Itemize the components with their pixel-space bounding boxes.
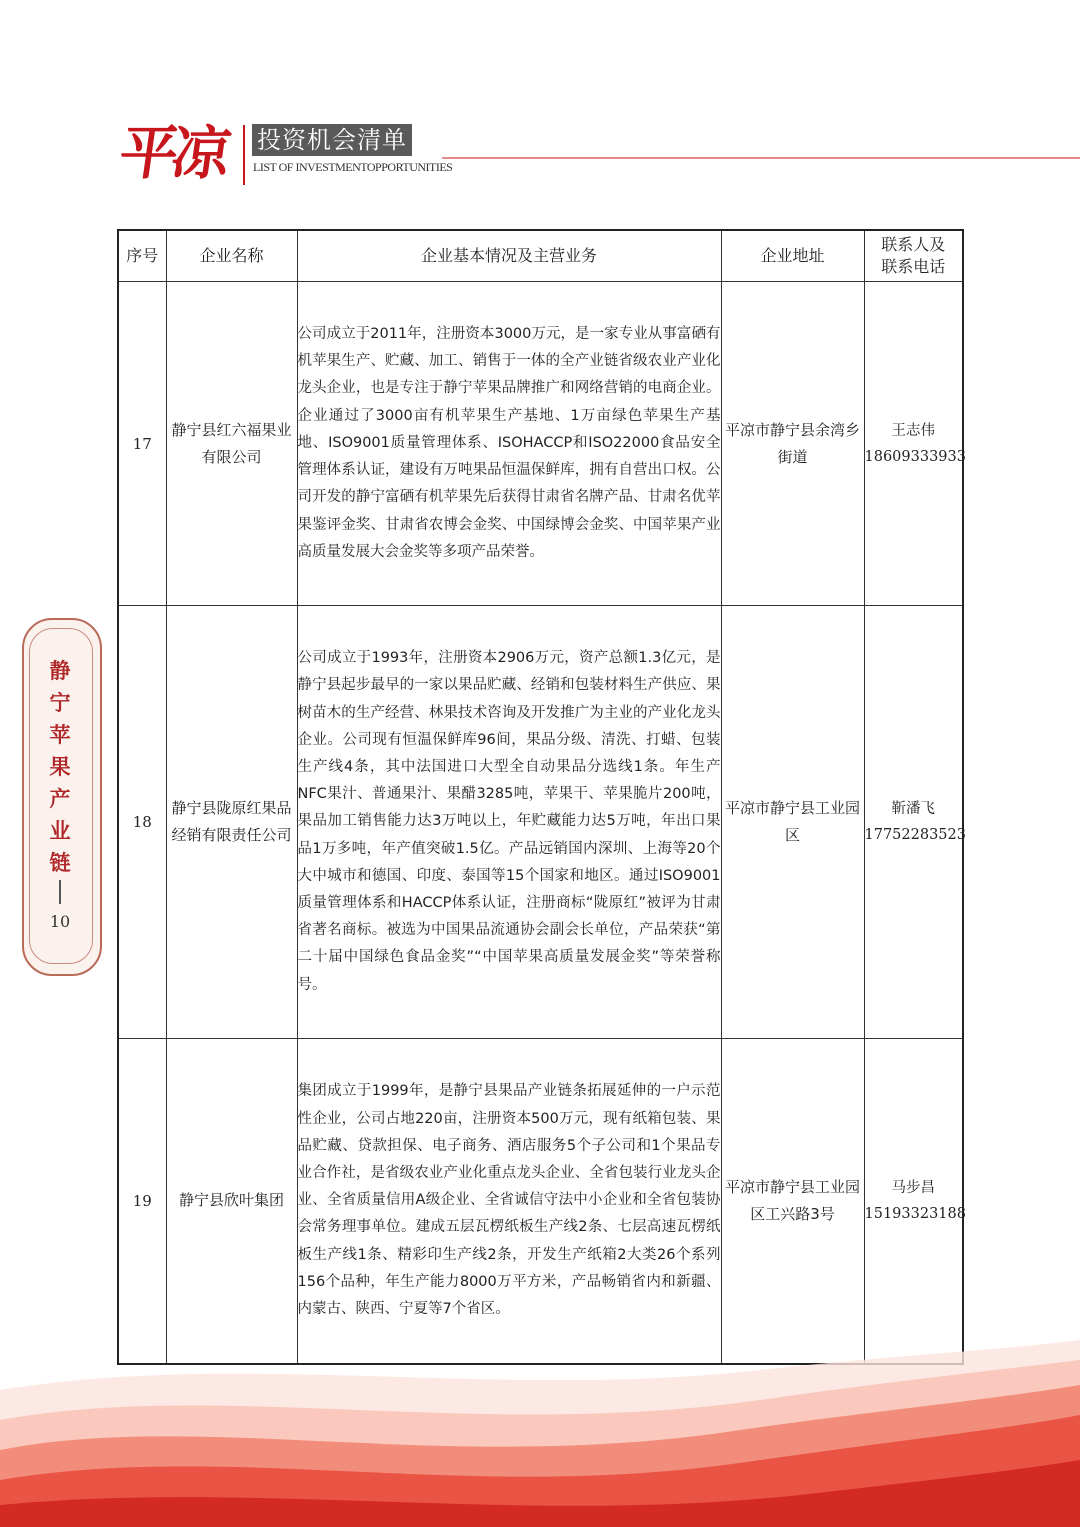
col-header-desc: 企业基本情况及主营业务 [297, 230, 721, 282]
contact-phone: 17752283523 [864, 827, 966, 843]
table-row [118, 282, 963, 606]
section-char: 业 [49, 818, 71, 843]
header-rule [442, 157, 1080, 159]
company-name: 静宁县欣叶集团 [166, 1039, 297, 1364]
investment-table [117, 229, 964, 1365]
contact-header-line2: 联系电话 [881, 257, 946, 276]
row-number: 19 [118, 1039, 166, 1364]
col-header-addr: 企业地址 [721, 230, 864, 282]
company-address: 平凉市静宁县余湾乡街道 [721, 282, 864, 606]
section-char: 产 [49, 786, 71, 811]
contact-cell [864, 606, 966, 1039]
table-header-row [118, 230, 963, 282]
row-number: 17 [118, 282, 166, 606]
section-char: 静 [49, 658, 71, 683]
contact-cell [864, 282, 966, 606]
row-number: 18 [118, 606, 166, 1039]
section-title-vertical [30, 655, 90, 879]
section-char: 果 [49, 754, 71, 779]
table-row [118, 606, 963, 1039]
contact-header-line1: 联系人及 [881, 235, 946, 254]
contact-person: 王志伟 [891, 422, 935, 439]
pingliang-logo: 平凉 [115, 119, 229, 187]
logo-divider [243, 125, 245, 185]
contact-person: 马步昌 [891, 1179, 935, 1196]
section-char: 链 [49, 850, 71, 875]
company-description: 公司成立于2011年，注册资本3000万元，是一家专业从事富硒有机苹果生产、贮藏、加工、销售于一体的全产业链省级农业产业化龙头企业，也是专注于静宁苹果品牌推广和网络营销的电商企业。企业通过了3000亩有机苹果生产基地、1万亩绿色苹果生产基地、ISO9001质量管理体系、ISOHACCP和ISO22000食品安全管理体系认证，建设有万吨果品恒温保鲜库，拥有自营出口权。公司开发的静宁富硒有机苹果先后获得甘肃省名牌产品、甘肃名优苹果鉴评金奖、甘肃省农博会金奖、中国绿博会金奖、中国苹果产业高质量发展大会金奖等多项产品荣誉。 [297, 282, 721, 606]
contact-phone: 18609333933 [864, 448, 966, 465]
contact-cell [864, 1039, 966, 1364]
page-number: 10 [49, 912, 71, 931]
section-char: 宁 [49, 690, 71, 715]
company-address: 平凉市静宁县工业园区工兴路3号 [721, 1039, 864, 1364]
contact-person: 靳潘飞 [891, 801, 935, 817]
page-title: 投资机会清单 [252, 124, 412, 156]
col-header-no: 序号 [118, 230, 166, 282]
company-description: 公司成立于1993年，注册资本2906万元，资产总额1.3亿元，是静宁县起步最早的一家以果品贮藏、经销和包装材料生产供应、果树苗木的生产经营、林果技术咨询及开发推广为主业的产业化龙头企业。公司现有恒温保鲜库96间，果品分级、清洗、打蜡、包装生产线4条，其中法国进口大型全自动果品分选线1条。年生产NFC果汁、普通果汁、果醋3285吨，苹果干、苹果脆片200吨，果品加工销售能力达3万吨以上，年贮藏能力达5万吨，年出口果品1万多吨，年产值突破1.5亿。产品远销国内深圳、上海等20个大中城市和德国、印度、泰国等15个国家和地区。通过ISO9001质量管理体系和HACCP体系认证，注册商标“陇原红”被评为甘肃省著名商标。被选为中国果品流通协会副会长单位，产品荣获“第二十届中国绿色食品金奖”“中国苹果高质量发展金奖”等荣誉称号。 [297, 606, 721, 1039]
section-char: 苹 [49, 722, 71, 747]
company-name: 静宁县陇原红果品经销有限责任公司 [166, 606, 297, 1039]
col-header-contact [864, 230, 963, 282]
company-description: 集团成立于1999年，是静宁县果品产业链条拓展延伸的一户示范性企业，公司占地220亩，注册资本500万元，现有纸箱包装、果品贮藏、贷款担保、电子商务、酒店服务5个子公司和1个果品专业合作社，是省级农业产业化重点龙头企业、全省包装行业龙头企业、全省质量信用A级企业、全省诚信守法中小企业和全省包装协会常务理事单位。建成五层瓦楞纸板生产线2条、七层高速瓦楞纸板生产线1条、精彩印生产线2条，开发生产纸箱2大类26个系列156个品种，年生产能力8000万平方米，产品畅销省内和新疆、内蒙古、陕西、宁夏等7个省区。 [297, 1039, 721, 1364]
table-row [118, 1039, 963, 1364]
contact-phone: 15193323188 [864, 1205, 966, 1222]
plaque-dash [59, 880, 61, 904]
company-name: 静宁县红六福果业有限公司 [166, 282, 297, 606]
company-address: 平凉市静宁县工业园区 [721, 606, 864, 1039]
page-subtitle: LIST OF INVESTMENTOPPORTUNITIES [253, 160, 453, 174]
footer-wave-decoration [0, 1330, 1080, 1527]
col-header-name: 企业名称 [166, 230, 297, 282]
